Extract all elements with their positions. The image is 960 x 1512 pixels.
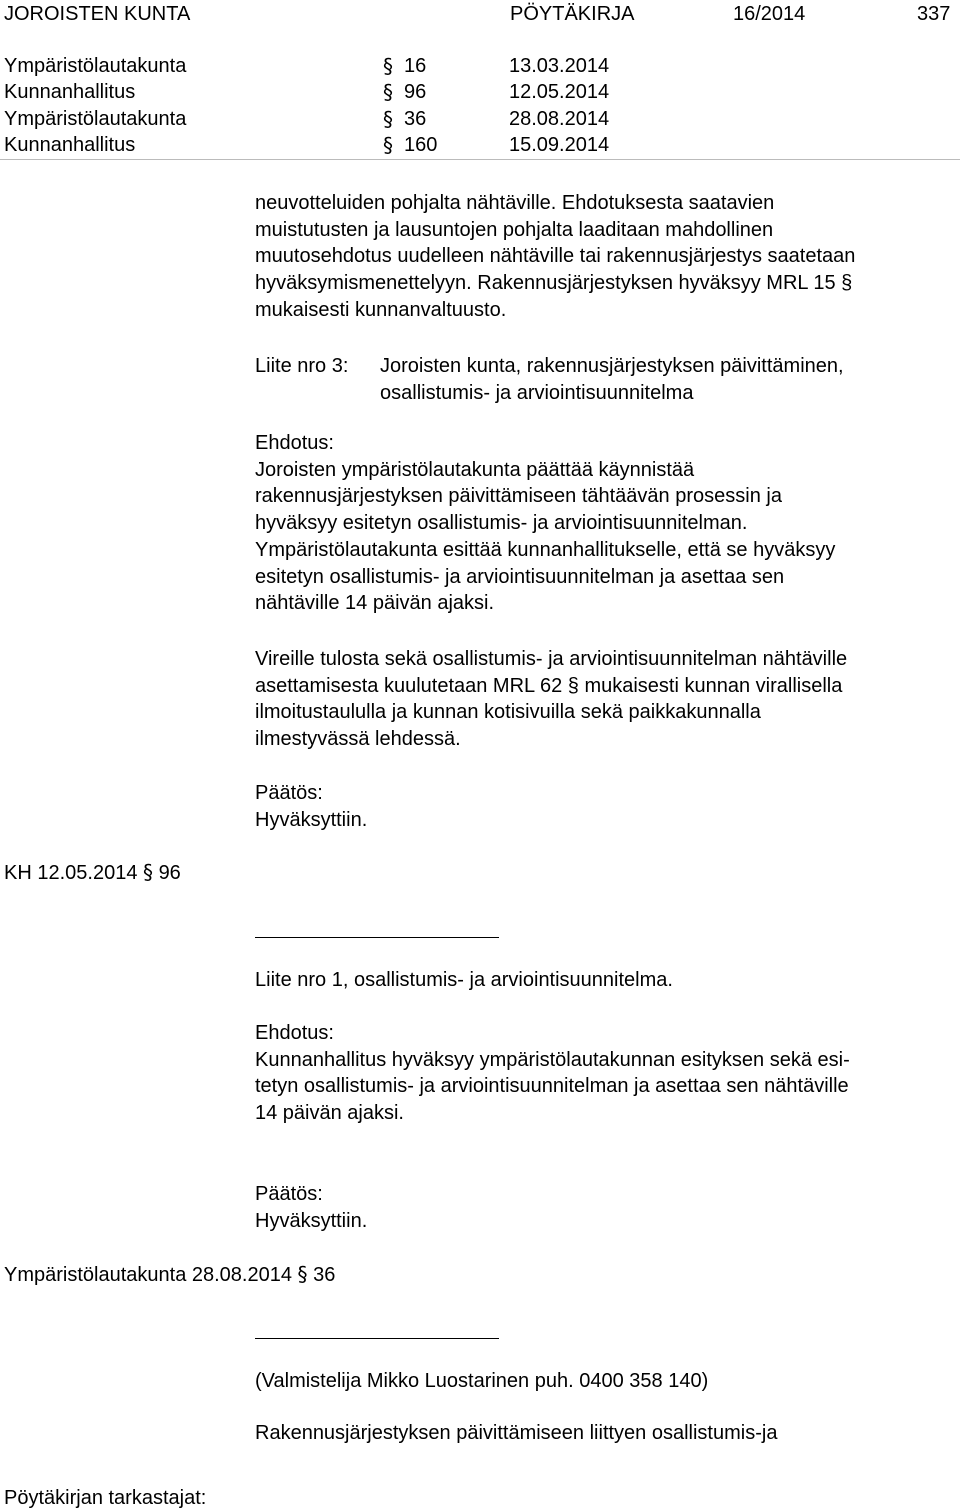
paragraph-line: Kunnanhallitus hyväksyy ympäristölautakunnan esityksen sekä esi-: [255, 1048, 850, 1071]
paragraph-line: esitetyn osallistumis- ja arviointisuunnitelman ja asettaa sen: [255, 565, 785, 588]
announcement-paragraph: [255, 646, 847, 753]
section-sign: §: [143, 860, 153, 884]
proposal-heading: Ehdotus:: [255, 432, 334, 454]
paragraph-line: nähtäville 14 päivän ajaksi.: [255, 592, 495, 615]
paragraph-line: ilmoitustaululla ja kunnan kotisivuilla sekä paikkakunnalla: [255, 701, 761, 724]
paragraph-line: muistutusten ja lausuntojen pohjalta laaditaan mahdollinen: [255, 218, 774, 241]
section-number: 16: [404, 55, 427, 77]
municipality-name: JOROISTEN KUNTA: [4, 3, 191, 25]
meeting-body: Ympäristölautakunta: [4, 55, 187, 77]
meeting-date: 13.03.2014: [509, 55, 610, 77]
intro-paragraph: [255, 190, 855, 324]
meeting-date: 15.09.2014: [509, 134, 610, 156]
section-label: Ympäristölautakunta 28.08.2014: [4, 1264, 292, 1286]
paragraph-line: 14 päivän ajaksi.: [255, 1102, 404, 1125]
paragraph-line: neuvotteluiden pohjalta nähtäville. Ehdotuksesta saatavien: [255, 192, 775, 214]
decision-text: Hyväksyttiin.: [255, 808, 368, 831]
meeting-body: Kunnanhallitus: [4, 134, 136, 156]
decision-heading: Päätös:: [255, 782, 323, 804]
decision-1: [255, 780, 367, 833]
section-number: 160: [404, 134, 438, 156]
paragraph-line: ilmestyvässä lehdessä.: [255, 728, 461, 751]
section-sign: §: [383, 107, 393, 131]
paragraph-line: muutosehdotus uudelleen nähtäville tai rakennusjärjestys saatetaan: [255, 245, 856, 268]
attachment-3-title: [380, 353, 844, 406]
proposal-2: [255, 1020, 850, 1127]
section-sign: §: [297, 1262, 308, 1286]
meeting-date: 12.05.2014: [509, 81, 610, 103]
section-sign: §: [383, 133, 393, 157]
attachment-3-label: Liite nro 3:: [255, 355, 349, 377]
decision-2: [255, 1181, 367, 1234]
paragraph-line: Ympäristölautakunta esittää kunnanhallitukselle, että se hyväksyy: [255, 538, 836, 561]
paragraph-line: hyväksyy esitetyn osallistumis- ja arviointisuunnitelman.: [255, 512, 748, 535]
paragraph-line: tetyn osallistumis- ja arviointisuunnitelman ja asettaa sen nähtäville: [255, 1075, 849, 1098]
kh-section-marker: [4, 859, 181, 886]
attachment-title-line: Joroisten kunta, rakennusjärjestyksen päivittäminen,: [380, 355, 844, 377]
section-separator: [255, 937, 499, 938]
paragraph-line: asettamisesta kuulutetaan MRL 62 § mukaisesti kunnan virallisella: [255, 674, 843, 697]
meeting-body: Kunnanhallitus: [4, 81, 136, 103]
paragraph-line: Joroisten ympäristölautakunta päättää käynnistää: [255, 458, 695, 481]
section-sign: §: [383, 80, 393, 104]
header-divider: [0, 159, 960, 160]
paragraph-line: rakennusjärjestyksen päivittämiseen tähtäävän prosessin ja: [255, 485, 782, 508]
meeting-body: Ympäristölautakunta: [4, 108, 187, 130]
preparer-info: (Valmistelija Mikko Luostarinen puh. 0400 358 140): [255, 1370, 709, 1392]
attachment-1: Liite nro 1, osallistumis- ja arviointisuunnitelma.: [255, 969, 673, 991]
paragraph-line: Rakennusjärjestyksen päivittämiseen liittyen osallistumis-ja: [255, 1422, 778, 1444]
decision-text: Hyväksyttiin.: [255, 1209, 368, 1232]
document-type: PÖYTÄKIRJA: [510, 3, 635, 25]
attachment-title-line: osallistumis- ja arviointisuunnitelma: [380, 381, 694, 404]
document-number: 16/2014: [733, 3, 806, 25]
meeting-date: 28.08.2014: [509, 108, 610, 130]
page-number: 337: [917, 3, 951, 25]
reviewers-label: Pöytäkirjan tarkastajat:: [4, 1487, 207, 1509]
section-number: 36: [404, 108, 427, 130]
proposal-heading: Ehdotus:: [255, 1022, 334, 1044]
section-number: 96: [404, 81, 427, 103]
paragraph-line: Vireille tulosta sekä osallistumis- ja arviointisuunnitelman nähtäville: [255, 648, 848, 670]
ymp-section-marker: [4, 1261, 335, 1288]
decision-heading: Päätös:: [255, 1183, 323, 1205]
section-label: KH 12.05.2014: [4, 862, 138, 884]
section-number: 96: [158, 862, 181, 884]
section-sign: §: [383, 54, 393, 78]
paragraph-line: mukaisesti kunnanvaltuusto.: [255, 298, 507, 321]
section-number: 36: [313, 1264, 336, 1286]
paragraph-line: hyväksymismenettelyyn. Rakennusjärjestyksen hyväksyy MRL 15 §: [255, 272, 853, 295]
proposal-1: [255, 430, 835, 617]
section-separator: [255, 1338, 499, 1339]
